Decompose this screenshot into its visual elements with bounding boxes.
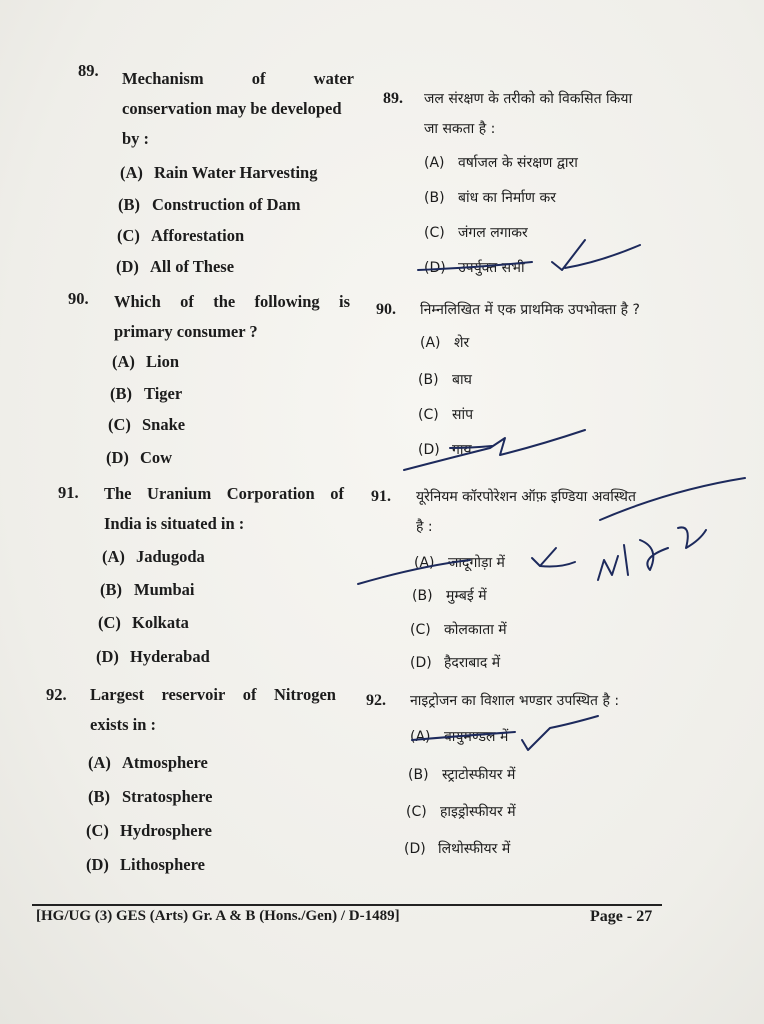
- option-text: Cow: [140, 448, 173, 467]
- stem-line: यूरेनियम कॉरपोरेशन ऑफ़ इण्डिया अवस्थित: [416, 489, 636, 505]
- option-label: (A): [112, 352, 135, 371]
- stem-line: है :: [416, 519, 433, 535]
- option-label: (C): [406, 804, 427, 820]
- option-label: (D): [404, 841, 426, 857]
- option-text: Snake: [142, 415, 186, 434]
- option-label: (B): [100, 580, 122, 599]
- tick-mark: [532, 548, 575, 567]
- strike-mark: [412, 732, 515, 740]
- stem-word: of: [251, 69, 266, 88]
- stem-line: जा सकता है :: [424, 121, 496, 137]
- stem-word: Nitrogen: [273, 685, 336, 704]
- option-text: स्ट्राटोस्फीयर में: [442, 767, 516, 783]
- option-text: Jadugoda: [136, 547, 205, 566]
- strike-mark: [450, 446, 492, 448]
- option-label: (B): [110, 384, 132, 403]
- option-label: (B): [424, 190, 445, 206]
- option-text: Atmosphere: [122, 753, 208, 772]
- option-text: वर्षाजल के संरक्षण द्वारा: [458, 155, 578, 171]
- option-label: (C): [98, 613, 121, 632]
- option-label: (A): [410, 729, 431, 745]
- option-text: Lion: [146, 352, 180, 371]
- option-label: (A): [424, 155, 445, 171]
- option-text: वायुमण्डल में: [444, 729, 509, 745]
- option-text: Tiger: [144, 384, 183, 403]
- option-label: (C): [418, 407, 439, 423]
- option-text: Afforestation: [151, 226, 245, 245]
- tick-mark: [552, 240, 640, 270]
- option-text: गाय: [452, 442, 472, 458]
- stem-line: exists in :: [90, 715, 156, 734]
- stem-word: reservoir: [161, 685, 226, 704]
- option-label: (B): [118, 195, 140, 214]
- option-text: सांप: [452, 407, 474, 423]
- option-text: मुम्बई में: [446, 588, 487, 604]
- option-label: (C): [424, 225, 445, 241]
- stem-line: by :: [122, 129, 150, 148]
- option-label: (C): [86, 821, 109, 840]
- stem-word: The: [104, 484, 132, 503]
- stem-word: Corporation: [226, 484, 315, 503]
- option-label: (A): [88, 753, 111, 772]
- page-number: Page - 27: [590, 908, 653, 925]
- option-label: (D): [96, 647, 119, 666]
- stem-word: water: [313, 69, 354, 88]
- question-number: 92.: [366, 692, 386, 709]
- option-text: Construction of Dam: [152, 195, 301, 214]
- option-text: Kolkata: [132, 613, 189, 632]
- option-label: (C): [108, 415, 131, 434]
- option-text: उपर्युक्त सभी: [458, 260, 525, 276]
- stem-word: of: [180, 292, 194, 311]
- question-number: 92.: [46, 685, 67, 704]
- option-label: (D): [116, 257, 139, 276]
- question-number: 91.: [58, 483, 79, 502]
- tick-mark: [404, 430, 585, 470]
- option-text: शेर: [454, 335, 470, 351]
- option-text: हाइड्रोस्फीयर में: [440, 804, 516, 820]
- option-label: (D): [424, 260, 446, 276]
- option-label: (A): [120, 163, 143, 182]
- option-label: (D): [418, 442, 440, 458]
- option-text: Lithosphere: [120, 855, 205, 874]
- question-number: 90.: [376, 301, 396, 318]
- stem-word: Uranium: [147, 484, 212, 503]
- option-label: (D): [86, 855, 109, 874]
- stem-line: नाइट्रोजन का विशाल भण्डार उपस्थित है :: [410, 693, 620, 709]
- option-text: All of These: [150, 257, 235, 276]
- option-text: Mumbai: [134, 580, 195, 599]
- option-label: (B): [408, 767, 429, 783]
- option-text: Stratosphere: [122, 787, 213, 806]
- option-label: (C): [117, 226, 140, 245]
- option-label: (A): [420, 335, 441, 351]
- strike-mark: [358, 560, 470, 584]
- question-number: 90.: [68, 289, 89, 308]
- option-text: लिथोस्फीयर में: [438, 841, 511, 857]
- option-label: (D): [410, 655, 432, 671]
- question-number: 91.: [371, 488, 391, 505]
- option-text: हैदराबाद में: [444, 655, 501, 671]
- option-text: जादूगोड़ा में: [448, 555, 505, 571]
- option-label: (B): [412, 588, 433, 604]
- stem-word: Mechanism: [122, 69, 204, 88]
- stem-word: the: [213, 292, 236, 311]
- stem-word: Largest: [90, 685, 145, 704]
- option-label: (A): [414, 555, 435, 571]
- option-label: (B): [418, 372, 439, 388]
- option-label: (A): [102, 547, 125, 566]
- option-label: (C): [410, 622, 431, 638]
- option-text: बाघ: [452, 372, 472, 388]
- option-text: जंगल लगाकर: [458, 225, 528, 241]
- question-number: 89.: [383, 90, 403, 107]
- stem-word: of: [330, 484, 344, 503]
- scribble-note: [598, 527, 706, 580]
- option-text: Hydrosphere: [120, 821, 212, 840]
- option-text: बांध का निर्माण कर: [458, 190, 556, 206]
- option-text: कोलकाता में: [444, 622, 507, 638]
- stem-line: India is situated in :: [104, 514, 245, 533]
- question-number: 89.: [78, 61, 99, 80]
- stem-word: of: [242, 685, 257, 704]
- option-label: (D): [106, 448, 129, 467]
- strike-mark: [418, 262, 532, 270]
- option-text: Rain Water Harvesting: [154, 163, 318, 182]
- option-label: (B): [88, 787, 110, 806]
- stem-word: is: [338, 292, 350, 311]
- stem-word: Which: [114, 292, 161, 311]
- stem-line: primary consumer ?: [114, 322, 258, 341]
- option-text: Hyderabad: [130, 647, 210, 666]
- strike-mark: [600, 478, 745, 520]
- stem-word: following: [254, 292, 320, 311]
- stem-line: conservation may be developed: [122, 99, 342, 118]
- paper-code: [HG/UG (3) GES (Arts) Gr. A & B (Hons./Gen) / D-1489]: [36, 908, 400, 924]
- tick-mark: [522, 716, 598, 750]
- stem-line: निम्नलिखित में एक प्राथमिक उपभोक्ता है ?: [420, 302, 640, 318]
- stem-line: जल संरक्षण के तरीको को विकसित किया: [424, 91, 633, 107]
